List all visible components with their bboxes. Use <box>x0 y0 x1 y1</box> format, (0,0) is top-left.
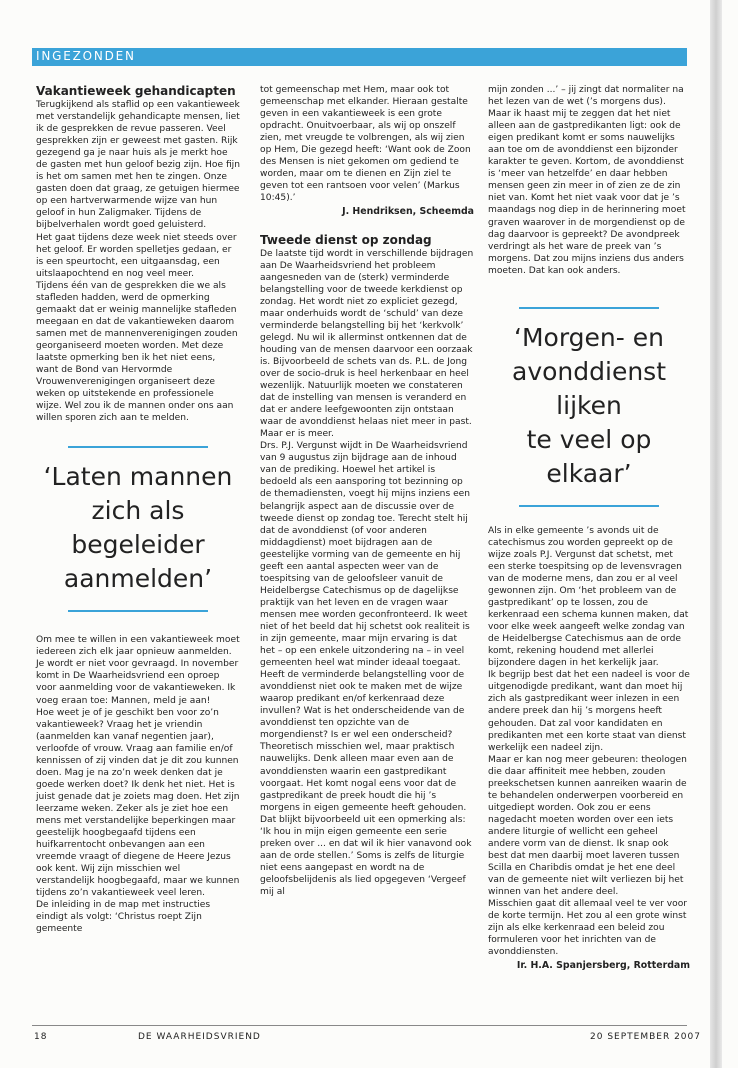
article2-body-part3: Als in elke gemeente ’s avonds uit de catechismus zou worden gepreekt op de wijze zoals P.J. Vergunst dat schetst, met een sterke toespitsing op de levensvragen van de moderne mens, dan zou er al veel gewonnen zijn. Om ‘het probleem van de gastpredikant’ op te lossen, zou de kerkenraad een schema kunnen maken, dat voor elke week aangeeft welke zondag van de Heidelbergse Catechismus aan de orde komt, rekening houdend met allerlei bijzondere dagen in het kerkelijk jaar. Ik begrijp best dat het een nadeel is voor de uitgenodigde predikant, want dan moet hij zich als gastpredikant weer inlezen in een andere preek dan hij ’s morgens heeft gehouden. Dat zal voor kandidaten en predikanten met een korte staat van dienst werkelijk een nadeel zijn. Maar er kan nog meer gebeuren: theologen die daar affiniteit mee hebben, zouden preekschetsen kunnen aanreiken waarin de te behandelen onderwerpen voorbereid en uitgediept worden. Ook zou er eens nagedacht moeten worden over een iets andere liturgie of wellicht een geheel andere vorm van de dienst. Ik snap ook best dat men daarbij moet laveren tussen Scilla en Charibdis omdat je het ene deel van de gemeente niet wilt verliezen bij het winnen van het andere deel. Misschien gaat dit allemaal veel te ver voor de korte termijn. Het zou al een grote winst zijn als elke kerkenraad een beleid zou formuleren voor het inrichten van de avonddiensten. <box>488 525 690 958</box>
article2-body-part2: mijn zonden ...’ – jij zingt dat normaliter na het lezen van de wet (’s morgens dus). Maar ik haast mij te zeggen dat het niet alleen aan de gastpredikanten ligt: ook de eigen predikant komt er soms nauwelijks aan toe om de avonddienst een bijzonder karakter te geven. Kortom, de avonddienst is ‘meer van hetzelfde’ en daar hebben mensen geen zin meer in of zien ze de zin niet van. Komt het niet vaak voor dat je ’s maandags nog diep in de herinnering moet graven waarover in de morgendienst op de dag daarvoor is gepreekt? De avondpreek verdringt als het ware de preek van ’s morgens. Dat zou mijns inziens dus anders moeten. Dat kan ook anders. <box>488 85 686 276</box>
page-number: 18 <box>34 1032 48 1042</box>
pullquote-text: ‘Morgen- en avonddienst lijken te veel op elkaar’ <box>512 322 666 488</box>
article1-body-part1: Terugkijkend als staflid op een vakantieweek met verstandelijk gehandicapte mensen, liet ik de gesprekken de revue passeren. Veel gesprekken zijn er geweest met gasten. Rijk gezegend ga je naar huis als je merkt hoe de gasten met hun geloof bezig zijn. Hoe fijn is het om samen met hen te zingen. Onze gasten doen dat graag, ze getuigen hiermee op een hartverwarmende wijze van hun geloof in hun Zaligmaker. Tijdens de bijbelverhalen wordt goed geluisterd. Het gaat tijdens deze week niet steeds over het geloof. Er worden spelletjes gedaan, er is een speurtocht, een uitgaansdag, een uitslaapochtend en nog veel meer. Tijdens één van de gesprekken die we als stafleden hadden, werd de opmerking gemaakt dat er weinig mannelijke stafleden meegaan en dat de vakantieweken daarom samen met de mannenverenigingen zouden georganiseerd moeten worden. Met deze laatste opmerking ben ik het niet eens, want de Bond van Hervormde Vrouwenverenigingen organiseert deze weken op uitstekende en professionele wijze. Wel zou ik de mannen onder ons aan willen sporen zich aan te melden. <box>36 100 240 424</box>
section-header-bar <box>32 48 687 66</box>
article1-body-part3: tot gemeenschap met Hem, maar ook tot gemeenschap met elkander. Hieraan gestalte geven in een vakantieweek is een grote opdracht. Onuitvoerbaar, als wij op onszelf zien, met vreugde te volbrengen, als wij zien op Hem, Die gezegd heeft: ‘Want ook de Zoon des Mensen is niet gekomen om gediend te worden, maar om te dienen en Zijn ziel te geven tot een rantsoen voor velen’ (Markus 10:45).’ <box>260 85 471 204</box>
publication-name: DE WAARHEIDSVRIEND <box>138 1032 261 1042</box>
article-title-tweede-dienst: Tweede dienst op zondag <box>260 232 432 247</box>
pullquote-1 <box>36 446 240 612</box>
pullquote-rule-top <box>519 307 659 309</box>
article-title-vakantieweek: Vakantieweek gehandicapten <box>36 84 236 98</box>
pullquote-text: ‘Laten mannen zich als begeleider aanmelden’ <box>43 462 233 594</box>
article2-signature: Ir. H.A. Spanjersberg, Rotterdam <box>516 960 690 972</box>
publication-date: 20 SEPTEMBER 2007 <box>590 1032 701 1042</box>
article1-body-part2: Om mee te willen in een vakantieweek moet iedereen zich elk jaar opnieuw aanmelden. Je wordt er niet voor gevraagd. In november komt in De Waarheidsvriend een oproep voor aanmelding voor de vakantieweken. Ik voeg eraan toe: Mannen, meld je aan! Hoe weet je of je geschikt ben voor zo’n vakantieweek? Vraag het je vriendin (aanmelden kan vanaf negentien jaar), verloofde of vrouw. Vraag aan familie en/of kennissen of zij vinden dat je dit zou kunnen doen. Mag je na zo’n week denken dat je goede werken doet? Ik denk het niet. Het is juist genade dat je zoiets mag doen. Het zijn leerzame weken. Zeker als je ziet hoe een mens met verstandelijke beperkingen maar geestelijk hoogbegaafd tijdens een huifkarrentocht onbevangen aan een vreemde vraagt of diegene de Heere Jezus ook kent. Wij zijn misschien wel verstandelijk hoogbegaafd, maar we kunnen tijdens zo’n vakantieweek veel leren. De inleiding in de map met instructies eindigt als volgt: ‘Christus roept Zijn gemeente <box>36 635 240 935</box>
pullquote-2 <box>488 307 690 507</box>
pullquote-rule-bottom <box>68 610 208 612</box>
column-2 <box>260 84 474 898</box>
scan-edge-shadow <box>710 0 722 1068</box>
pullquote-rule-bottom <box>519 505 659 507</box>
column-3 <box>488 84 690 972</box>
section-title: INGEZONDEN <box>36 49 136 63</box>
pullquote-rule-top <box>68 446 208 448</box>
column-1 <box>36 84 240 935</box>
article1-signature: J. Hendriksen, Scheemda <box>342 206 474 218</box>
article2-body-part1: De laatste tijd wordt in verschillende bijdragen aan De Waarheidsvriend het probleem aangesneden van de (sterk) verminderde belangstelling voor de tweede kerkdienst op zondag. Het wordt niet zo expliciet gezegd, maar onderhuids wordt de ‘schuld’ van deze verminderde belangstelling bij het ‘kerkvolk’ gelegd. Nu wil ik allerminst ontkennen dat de houding van de mensen daarvoor een oorzaak is. Bijvoorbeeld de schets van ds. P.L. de Jong over de socio-druk is heel herkenbaar en heel wezenlijk. Natuurlijk moeten we constateren dat de instelling van mensen is veranderd en dat er andere leefgewoonten zijn ontstaan waar de avonddienst helaas niet meer in past. Maar er is meer. Drs. P.J. Vergunst wijdt in De Waarheidsvriend van 9 augustus zijn bijdrage aan de inhoud van de prediking. Hoewel het artikel is bedoeld als een aansporing tot bezinning op de themadiensten, voegt hij mijns inziens een belangrijk aspect aan de discussie over de tweede dienst op zondag toe. Terecht stelt hij dat de avonddienst (of voor anderen middagdienst) moet bijdragen aan de geestelijke vorming van de gemeente en hij geeft een aantal aspecten weer van de toespitsing van de geloofsleer vanuit de Heidelbergse Catechismus op de dagelijkse praktijk van het leven en de vragen waar mensen mee worden geconfronteerd. Ik weet niet of het beeld dat hij schetst ook realiteit is in zijn gemeente, maar mijn ervaring is dat het – op een enkele uitzondering na – in veel gemeenten heel wat minder ideaal toegaat. Heeft de verminderde belangstelling voor de avonddienst niet ook te maken met de wijze waarop predikant en/of kerkenraad deze invullen? Wat is het onderscheidende van de avonddienst ten opzichte van de morgendienst? Is er wel een onderscheid? Theoretisch misschien wel, maar praktisch nauwelijks. Denk alleen maar even aan de avonddiensten waarin een gastpredikant voorgaat. Het komt nogal eens voor dat de gastpredikant de preek houdt die hij ’s morgens in eigen gemeente heeft gehouden. Dat blijkt bijvoorbeeld uit een opmerking als: ‘Ik hou in mijn eigen gemeente een serie preken over ... en dat wil ik hier vanavond ook aan de orde stellen.’ Soms is zelfs de liturgie niet eens aangepast en wordt na de geloofsbelijdenis als lied opgegeven ‘Vergeef mij al <box>260 248 474 897</box>
footer-rule <box>32 1025 687 1026</box>
